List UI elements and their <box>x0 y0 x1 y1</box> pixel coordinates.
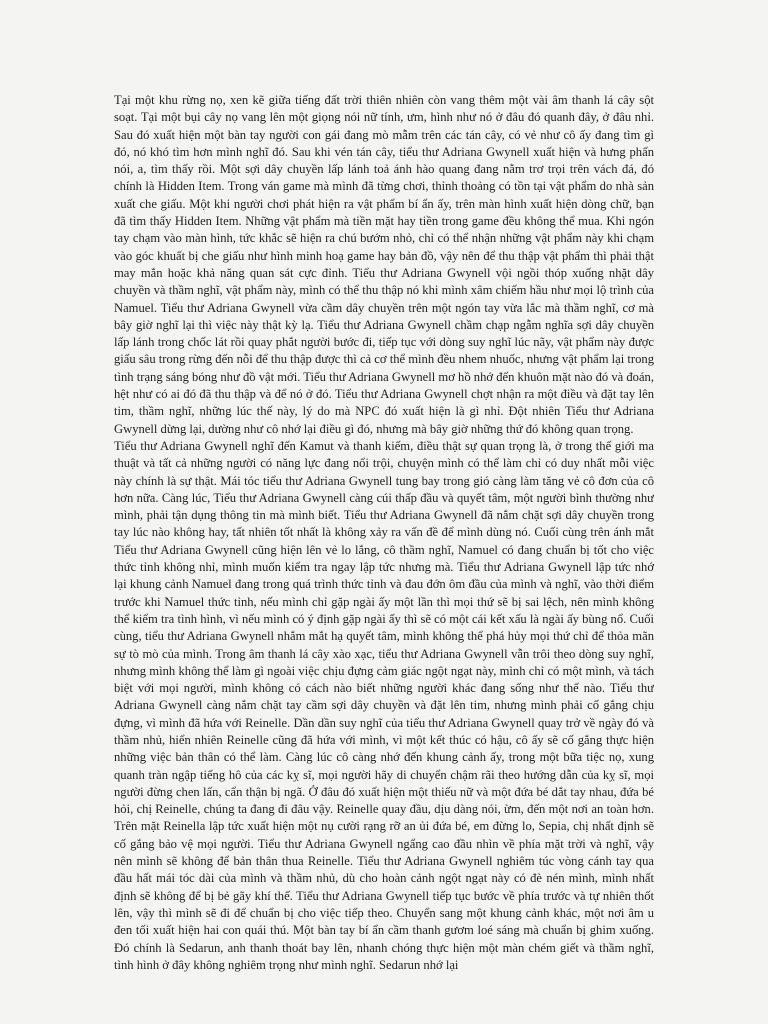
paragraph-1: Tại một khu rừng nọ, xen kẽ giữa tiếng đất trời thiên nhiên còn vang thêm một vài âm thanh lá cây sột soạt. Tại một bụi cây nọ vang lên một giọng nói nữ tính, ưm, hình như nó ở đâu đó quanh đây, ở đâu nhỉ. Sau đó xuất hiện một bàn tay người con gái đang mò mẫm trên các tán cây, có vẻ như cô ấy đang tìm gì đó, nó khó tìm hơn mình nghĩ đó. Sau khi vén tán cây, tiểu thư Adriana Gwynell xuất hiện và hưng phấn nói, a, tìm thấy rồi. Một sợi dây chuyền lấp lánh toả ánh hào quang đang nằm trơ trọi trên vách đá, đó chính là Hidden Item. Trong ván game mà mình đã từng chơi, thỉnh thoảng có tồn tại vật phẩm do nhà sản xuất che giấu. Một khi người chơi phát hiện ra vật phẩm bí ẩn ấy, trên màn hình xuất hiện dòng chữ, bạn đã tìm thấy Hidden Item. Những vật phẩm mà tiền mặt hay tiền trong game đều không thể mua. Khi ngón tay chạm vào màn hình, tức khắc sẽ hiện ra chú bướm nhỏ, chỉ có thể nhận những vật phẩm này khi chạm vào góc khuất bị che giấu như hình minh hoạ game hay bản đồ, vậy nên để thu thập vật phẩm thì phải thật may mắn hoặc khả năng quan sát cực đỉnh. Tiểu thư Adriana Gwynell vội ngồi thóp xuống nhặt dây chuyền và thầm nghĩ, vật phẩm này, mình có thể thu thập nó khi mình xâm chiếm hầu như mọi lộ trình của Namuel. Tiểu thư Adriana Gwynell vừa cầm dây chuyền trên một ngón tay vừa lắc mà thầm nghĩ, cơ mà bây giờ nghĩ lại thì việc này thật kỳ lạ. Tiểu thư Adriana Gwynell chầm chạp ngẫm nghĩa sợi dây chuyền lấp lánh trong chốc lát rồi quay phắt người bước đi, tiếp tục với dòng suy nghĩ lúc nãy, vật phẩm này được giấu sâu trong rừng đến nỗi để thu thập được thì cả cơ thể mình đều nhem nhuốc, nhưng vật phẩm lại trong tình trạng sáng bóng như đồ vật mới. Tiểu thư Adriana Gwynell mơ hồ nhớ đến khuôn mặt nào đó và đoán, hệt như có ai đó đã thu thập và để nó ở đó. Tiểu thư Adriana Gwynell chợt nhận ra một điều và đặt tay lên tim, thầm nghĩ, những lúc thế này, lý do mà NPC đó xuất hiện là gì nhỉ. Đột nhiên Tiểu thư Adriana Gwynell dừng lại, dường như cô nhớ lại điều gì đó, nhưng mà bây giờ những thứ đó không quan trọng. <box>114 93 654 436</box>
document-body <box>114 92 654 1014</box>
paragraph-2: Tiểu thư Adriana Gwynell nghĩ đến Kamut và thanh kiếm, điều thật sự quan trọng là, ở trong thế giới ma thuật và tất cả những người có năng lực đang nổi trội, chuyện mình có thể làm chỉ có duy nhất mỗi việc này chính là sự thật. Mái tóc tiểu thư Adriana Gwynell tung bay trong gió càng làm tăng vẻ cô đơn của cô hơn nữa. Càng lúc, Tiểu thư Adriana Gwynell càng cúi thấp đầu và quyết tâm, một người bình thường như mình, phải tận dụng thông tin mà mình biết. Tiểu thư Adriana Gwynell đã nắm chặt sợi dây chuyền trong tay lúc nào không hay, tất nhiên tốt nhất là không xảy ra vấn đề để mình dùng nó. Cuối cùng trên ánh mắt Tiểu thư Adriana Gwynell cũng hiện lên vẻ lo lắng, cô thầm nghĩ, Namuel có đang chuẩn bị tốt cho việc thức tỉnh không nhỉ, mình muốn kiểm tra ngay lập tức nhưng mà. Tiểu thư Adriana Gwynell lập tức nhớ lại khung cảnh Namuel đang trong quá trình thức tỉnh và đau đớn ôm đầu của mình và nghĩ, vào thời điểm trước khi Namuel thức tỉnh, nếu mình chỉ gặp ngài ấy một lần thì mọi thứ sẽ bị sai lệch, nên mình không thể kiểm tra tình hình, vì nếu mình có ý định gặp ngài ấy thì sẽ có một cái kết xấu là ngài ấy bùng nổ. Cuối cùng, tiểu thư Adriana Gwynell nhắm mắt hạ quyết tâm, mình không thể phá hủy mọi thứ chỉ để thỏa mãn sự tò mò của mình. Trong âm thanh lá cây xào xạc, tiểu thư Adriana Gwynell vẫn trôi theo dòng suy nghĩ, nhưng mình không thể làm gì ngoài việc chịu đựng cảm giác ngột ngạt này, mình chỉ có một mình, và tách biệt với mọi người, mình không có cách nào biết những người khác đang sống như thế nào. Tiểu thư Adriana Gwynell càng nắm chặt tay cầm sợi dây chuyền và đặt lên tim, nhưng mình phải cố gắng chịu đựng, vì mình đã hứa với Reinelle. Dần dần suy nghĩ của tiểu thư Adriana Gwynell quay trở về ngày đó và thầm nhủ, hiển nhiên Reinelle cũng đã hứa với mình, vì một kết thúc có hậu, cô ấy sẽ cố gắng thực hiện những việc bản thân có thể làm. Càng lúc cô càng nhớ đến khung cảnh ấy, trong một bữa tiệc nọ, xung quanh tràn ngập tiếng hô của các kỵ sĩ, mọi người hãy di chuyển chậm rãi theo hướng dẫn của kỵ sĩ, mọi người đừng chen lấn, cẩn thận bị ngã. Ở đâu đó xuất hiện một thiếu nữ và một đứa bé dắt tay nhau, đứa bé hỏi, chị Reinelle, chúng ta đang đi đâu vậy. Reinelle quay đầu, dịu dàng nói, ừm, đến một nơi an toàn hơn. Trên mặt Reinella lập tức xuất hiện một nụ cười rạng rỡ an ủi đứa bé, em đừng lo, Sepia, chị nhất định sẽ cố gắng bảo vệ mọi người. Tiểu thư Adriana Gwynell ngẩng cao đầu nhìn về phía mặt trời và nghĩ, vậy nên mình sẽ không để bản thân thua Reinelle. Tiểu thư Adriana Gwynell nghiêm túc vòng cánh tay qua đầu hất mái tóc dài của mình và thầm nhủ, dù cho hoàn cảnh ngột ngạt này có đè nén mình, mình nhất định sẽ không để bị bẻ gãy khí thế. Tiểu thư Adriana Gwynell tiếp tục bước về phía trước và tự nhiên thốt lên, vậy thì mình sẽ đi để chuẩn bị cho việc tiếp theo. Chuyển sang một khung cảnh khác, một nơi âm u đen tối xuất hiện hai con quái thú. Một bàn tay bí ẩn cầm thanh gươm loé sáng mà chuẩn bị ghim xuống. Đó chính là Sedarun, anh thanh thoát bay lên, nhanh chóng thực hiện một màn chém giết và thầm nghĩ, tình hình ở đây không nghiêm trọng như mình nghĩ. Sedarun nhớ lại <box>114 438 654 972</box>
